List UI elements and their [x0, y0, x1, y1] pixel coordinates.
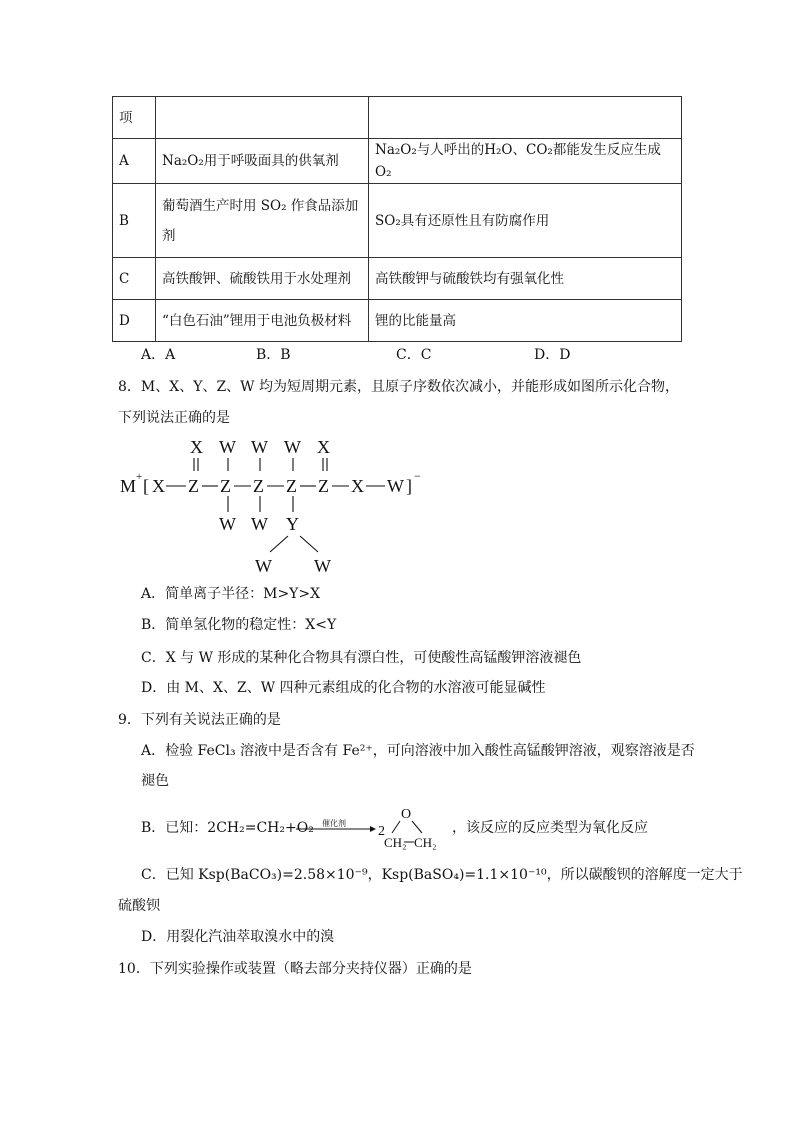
- atom-w: W: [219, 437, 236, 457]
- table-cell: B: [113, 184, 156, 258]
- atom-m: M: [120, 476, 137, 496]
- atom-z: Z: [286, 476, 297, 496]
- choice-d: D．D: [534, 347, 571, 363]
- atom-w: W: [284, 437, 301, 457]
- table-cell: SO₂具有还原性且有防腐作用: [369, 184, 682, 258]
- q8-stem-line2: 下列说法正确的是: [118, 410, 230, 426]
- atom-x: X: [317, 437, 330, 457]
- catalyst-label: 催化剂: [322, 819, 346, 828]
- bracket-open: [: [143, 476, 149, 496]
- atom-z: Z: [188, 476, 199, 496]
- q9-option-a-line2: 褪色: [141, 773, 169, 789]
- atom-w: W: [255, 556, 272, 576]
- table-cell: A: [113, 139, 156, 184]
- atom-w: W: [314, 556, 331, 576]
- q9-option-c-line1: C．已知 Ksp(BaCO₃)=2.58×10⁻⁹，Ksp(BaSO₄)=1.1×10⁻¹⁰，所以碳酸钡的溶解度一定大于: [141, 867, 743, 883]
- q8-option-d: D．由 M、X、Z、W 四种元素组成的化合物的水溶液可能显碱性: [141, 680, 546, 696]
- q9-option-a-line1: A．检验 FeCl₃ 溶液中是否含有 Fe²⁺，可向溶液中加入酸性高锰酸钾溶液，观察溶液是否: [141, 743, 695, 759]
- table-cell: “白色石油”锂用于电池负极材料: [156, 300, 369, 342]
- table-cell: 高铁酸钾与硫酸铁均有强氧化性: [369, 258, 682, 300]
- options-table: [112, 96, 682, 342]
- table-row: [113, 97, 682, 139]
- table-cell: D: [113, 300, 156, 342]
- q9-stem: 9．下列有关说法正确的是: [118, 712, 281, 728]
- bond-lines: [166, 458, 385, 552]
- q9-option-c-line2: 硫酸钡: [118, 898, 160, 914]
- atom-z: Z: [220, 476, 231, 496]
- q8-stem-line1: 8．M、X、Y、Z、W 均为短周期元素，且原子序数依次减小，并能形成如图所示化合物，: [118, 379, 680, 395]
- choice-b: B．B: [256, 347, 291, 363]
- table-cell: [156, 184, 369, 258]
- oxygen-atom: O: [401, 807, 412, 822]
- ch2-left: CH₂: [384, 835, 407, 850]
- table-row: [113, 184, 682, 258]
- cell-line: 剂: [162, 227, 176, 244]
- atom-y: Y: [286, 514, 299, 534]
- choice-c: C．C: [396, 347, 432, 363]
- minus-sign: −: [414, 469, 421, 483]
- atom-w: W: [219, 514, 236, 534]
- cell-line: 葡萄酒生产时用 SO₂ 作食品添加: [162, 197, 359, 214]
- choice-a: A．A: [141, 347, 176, 363]
- epoxide-bond: [412, 821, 422, 833]
- table-cell: C: [113, 258, 156, 300]
- table-cell: 锂的比能量高: [369, 300, 682, 342]
- plus-sign: +: [136, 471, 143, 483]
- q9-option-b-suffix: ，该反应的反应类型为氧化反应: [452, 820, 648, 836]
- atom-x: X: [152, 476, 165, 496]
- atom-x: X: [190, 437, 203, 457]
- epoxide-bond: [392, 821, 400, 833]
- bracket-close: ]: [406, 476, 412, 496]
- arrow-head: [370, 826, 376, 832]
- q10-stem: 10．下列实验操作或装置（略去部分夹持仪器）正确的是: [118, 961, 472, 977]
- ch2-right: CH₂: [414, 835, 437, 850]
- table-cell: 高铁酸钾、硫酸铁用于水处理剂: [156, 258, 369, 300]
- table-cell: Na₂O₂与人呼出的H₂O、CO₂都能发生反应生成O₂: [369, 139, 682, 184]
- table-cell: 项: [113, 97, 156, 139]
- q8-option-b: B．简单氢化物的稳定性：X<Y: [141, 617, 337, 633]
- atom-w: W: [251, 437, 268, 457]
- atom-z: Z: [318, 476, 329, 496]
- epoxide-reaction: [296, 803, 456, 853]
- table-row: [113, 300, 682, 342]
- atom-z: Z: [253, 476, 264, 496]
- table-row: [113, 139, 682, 184]
- table-cell: [369, 97, 682, 139]
- structure-diagram: [110, 430, 440, 580]
- q8-option-a: A．简单离子半径：M>Y>X: [141, 586, 321, 602]
- atom-w: W: [387, 476, 404, 496]
- coefficient: 2: [378, 824, 385, 839]
- q9-option-b-prefix: B．已知：2CH₂=CH₂+O₂: [141, 820, 314, 836]
- table-row: [113, 258, 682, 300]
- atom-x: X: [351, 476, 364, 496]
- q9-option-d: D．用裂化汽油萃取溴水中的溴: [141, 929, 335, 945]
- table-cell: Na₂O₂用于呼吸面具的供氧剂: [156, 139, 369, 184]
- table-cell: [156, 97, 369, 139]
- atom-w: W: [251, 514, 268, 534]
- q8-option-c: C．X 与 W 形成的某种化合物具有漂白性，可使酸性高锰酸钾溶液褪色: [141, 650, 582, 666]
